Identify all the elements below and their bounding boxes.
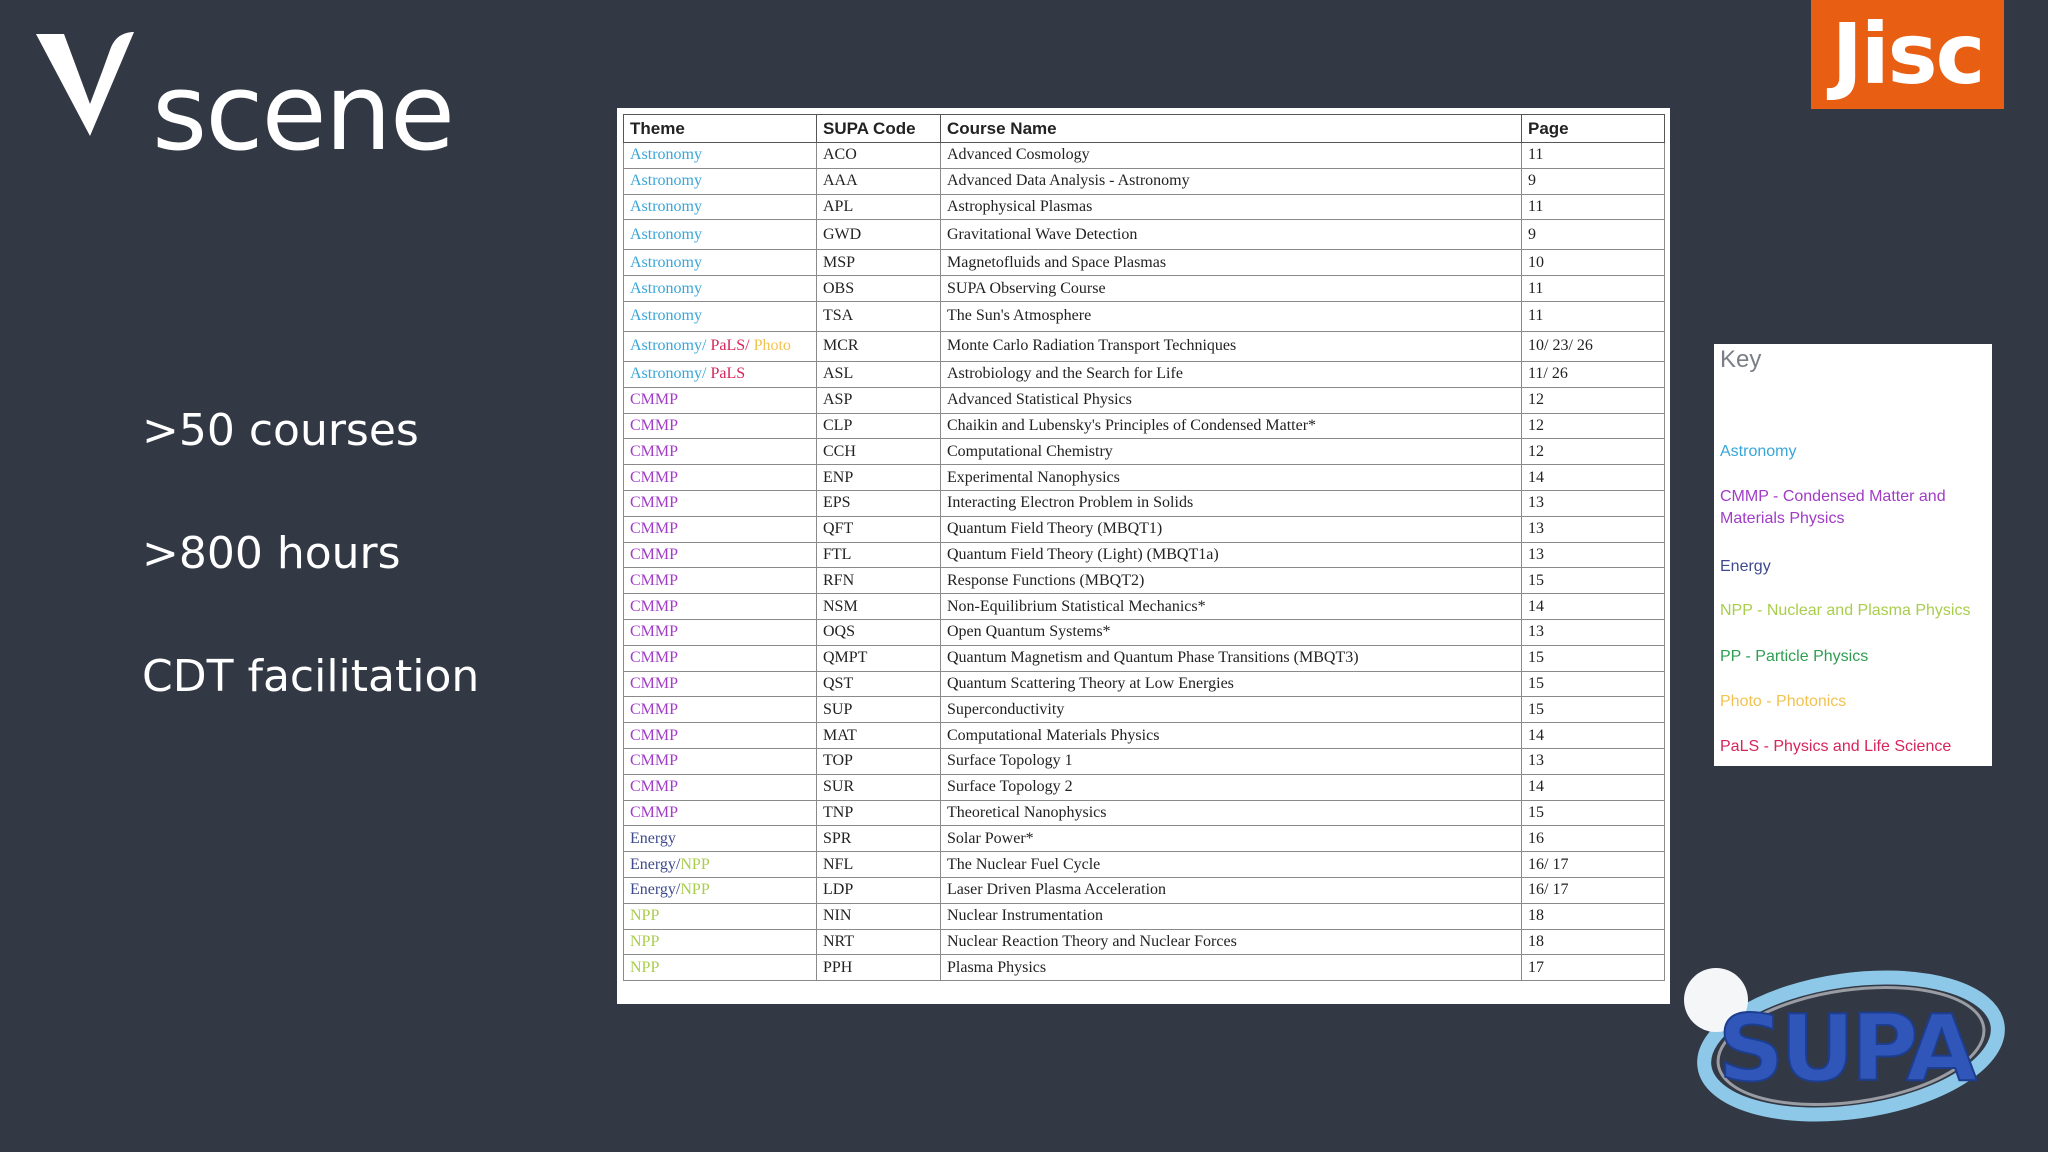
cell-supa-code: QFT bbox=[817, 516, 941, 542]
cell-theme bbox=[624, 619, 817, 645]
table-row bbox=[624, 723, 1665, 749]
cell-page: 13 bbox=[1522, 516, 1665, 542]
stat-courses: >50 courses bbox=[142, 405, 419, 456]
cell-supa-code: RFN bbox=[817, 568, 941, 594]
theme-tag-astronomy: Astronomy bbox=[630, 146, 702, 164]
table-row bbox=[624, 220, 1665, 250]
stat-hours: >800 hours bbox=[142, 528, 401, 579]
theme-tag-cmmp: CMMP bbox=[630, 520, 679, 538]
cell-supa-code: ASP bbox=[817, 387, 941, 413]
cell-page: 14 bbox=[1522, 594, 1665, 620]
cell-supa-code: SUP bbox=[817, 697, 941, 723]
cell-page: 11 bbox=[1522, 194, 1665, 220]
cell-course-name: Monte Carlo Radiation Transport Techniques bbox=[941, 331, 1522, 361]
cell-theme bbox=[624, 194, 817, 220]
cell-theme bbox=[624, 250, 817, 276]
cell-page: 11 bbox=[1522, 276, 1665, 302]
theme-tag-cmmp: CMMP bbox=[630, 803, 679, 821]
cell-page: 9 bbox=[1522, 168, 1665, 194]
cell-theme bbox=[624, 387, 817, 413]
cell-course-name: Open Quantum Systems* bbox=[941, 619, 1522, 645]
header-supa-code: SUPA Code bbox=[817, 115, 941, 143]
theme-tag-cmmp: CMMP bbox=[630, 571, 679, 589]
theme-tag-energy: Energy bbox=[630, 855, 676, 873]
vscene-wordmark: scene bbox=[152, 51, 454, 174]
cell-course-name: Laser Driven Plasma Acceleration bbox=[941, 877, 1522, 903]
cell-supa-code: NRT bbox=[817, 929, 941, 955]
theme-tag-pals: PaLS/ bbox=[710, 337, 754, 355]
header-course-name: Course Name bbox=[941, 115, 1522, 143]
cell-page: 16/ 17 bbox=[1522, 877, 1665, 903]
cell-supa-code: GWD bbox=[817, 220, 941, 250]
cell-supa-code: NSM bbox=[817, 594, 941, 620]
cell-course-name: Computational Materials Physics bbox=[941, 723, 1522, 749]
theme-tag-cmmp: CMMP bbox=[630, 623, 679, 641]
cell-supa-code: AAA bbox=[817, 168, 941, 194]
cell-course-name: The Sun's Atmosphere bbox=[941, 301, 1522, 331]
cell-course-name: Chaikin and Lubensky's Principles of Condensed Matter* bbox=[941, 413, 1522, 439]
table-row bbox=[624, 877, 1665, 903]
theme-tag-astronomy: Astronomy bbox=[630, 172, 702, 190]
cell-page: 18 bbox=[1522, 903, 1665, 929]
cell-theme bbox=[624, 542, 817, 568]
cell-theme bbox=[624, 331, 817, 361]
cell-theme bbox=[624, 490, 817, 516]
cell-course-name: Non-Equilibrium Statistical Mechanics* bbox=[941, 594, 1522, 620]
cell-page: 9 bbox=[1522, 220, 1665, 250]
cell-course-name: Advanced Statistical Physics bbox=[941, 387, 1522, 413]
key-panel bbox=[1714, 344, 1992, 766]
cell-page: 11 bbox=[1522, 143, 1665, 169]
key-item-npp: NPP - Nuclear and Plasma Physics bbox=[1720, 602, 1971, 619]
cell-supa-code: QMPT bbox=[817, 645, 941, 671]
cell-page: 15 bbox=[1522, 671, 1665, 697]
table-row bbox=[624, 774, 1665, 800]
theme-tag-npp: NPP bbox=[680, 881, 710, 899]
cell-page: 14 bbox=[1522, 465, 1665, 491]
cell-course-name: Surface Topology 2 bbox=[941, 774, 1522, 800]
cell-theme bbox=[624, 168, 817, 194]
cell-course-name: Advanced Cosmology bbox=[941, 143, 1522, 169]
cell-course-name: Solar Power* bbox=[941, 826, 1522, 852]
cell-page: 15 bbox=[1522, 568, 1665, 594]
theme-tag-astronomy: Astronomy bbox=[630, 197, 702, 215]
cell-theme bbox=[624, 877, 817, 903]
cell-course-name: Interacting Electron Problem in Solids bbox=[941, 490, 1522, 516]
cell-theme bbox=[624, 568, 817, 594]
supa-logo bbox=[1676, 958, 2006, 1128]
table-row bbox=[624, 955, 1665, 981]
theme-tag-astronomy: Astronomy bbox=[630, 253, 702, 271]
course-table-card bbox=[617, 108, 1670, 1004]
cell-supa-code: TOP bbox=[817, 748, 941, 774]
table-header-row bbox=[624, 115, 1665, 143]
cell-page: 14 bbox=[1522, 774, 1665, 800]
table-row bbox=[624, 929, 1665, 955]
theme-tag-npp: NPP bbox=[630, 932, 660, 950]
cell-page: 13 bbox=[1522, 542, 1665, 568]
table-row bbox=[624, 697, 1665, 723]
theme-tag-npp: NPP bbox=[680, 855, 710, 873]
cell-page: 12 bbox=[1522, 439, 1665, 465]
theme-tag-cmmp: CMMP bbox=[630, 726, 679, 744]
table-row bbox=[624, 826, 1665, 852]
cell-supa-code: ASL bbox=[817, 361, 941, 387]
theme-tag-cmmp: CMMP bbox=[630, 416, 679, 434]
table-row bbox=[624, 143, 1665, 169]
cell-supa-code: APL bbox=[817, 194, 941, 220]
theme-tag-cmmp: CMMP bbox=[630, 649, 679, 667]
theme-tag-astronomy: Astronomy bbox=[630, 279, 702, 297]
cell-theme bbox=[624, 594, 817, 620]
cell-theme bbox=[624, 723, 817, 749]
cell-supa-code: SUR bbox=[817, 774, 941, 800]
theme-tag-cmmp: CMMP bbox=[630, 597, 679, 615]
key-item-energy: Energy bbox=[1720, 558, 1771, 575]
cell-page: 15 bbox=[1522, 645, 1665, 671]
theme-tag-astronomy: Astronomy/ bbox=[630, 337, 711, 355]
cell-course-name: Astrobiology and the Search for Life bbox=[941, 361, 1522, 387]
cell-theme bbox=[624, 671, 817, 697]
vscene-logo bbox=[36, 28, 454, 174]
theme-tag-npp: NPP bbox=[630, 907, 660, 925]
table-row bbox=[624, 250, 1665, 276]
table-row bbox=[624, 168, 1665, 194]
jisc-logo: Jisc bbox=[1811, 0, 2004, 109]
cell-page: 11/ 26 bbox=[1522, 361, 1665, 387]
theme-tag-cmmp: CMMP bbox=[630, 700, 679, 718]
cell-supa-code: ACO bbox=[817, 143, 941, 169]
table-row bbox=[624, 903, 1665, 929]
cell-theme bbox=[624, 413, 817, 439]
cell-page: 13 bbox=[1522, 748, 1665, 774]
theme-tag-pals: PaLS bbox=[710, 365, 746, 383]
theme-tag-sep: / bbox=[675, 855, 681, 873]
cell-page: 12 bbox=[1522, 413, 1665, 439]
cell-theme bbox=[624, 800, 817, 826]
cell-supa-code: CCH bbox=[817, 439, 941, 465]
cell-course-name: Theoretical Nanophysics bbox=[941, 800, 1522, 826]
cell-course-name: SUPA Observing Course bbox=[941, 276, 1522, 302]
cell-theme bbox=[624, 465, 817, 491]
table-row bbox=[624, 361, 1665, 387]
cell-theme bbox=[624, 645, 817, 671]
cell-page: 15 bbox=[1522, 800, 1665, 826]
theme-tag-cmmp: CMMP bbox=[630, 752, 679, 770]
cell-course-name: Nuclear Reaction Theory and Nuclear Forces bbox=[941, 929, 1522, 955]
table-row bbox=[624, 276, 1665, 302]
table-row bbox=[624, 516, 1665, 542]
cell-supa-code: MSP bbox=[817, 250, 941, 276]
key-item-cmmp: CMMP - Condensed Matter and Materials Physics bbox=[1720, 488, 1946, 527]
table-row bbox=[624, 439, 1665, 465]
cell-theme bbox=[624, 516, 817, 542]
cell-course-name: Quantum Field Theory (Light) (MBQT1a) bbox=[941, 542, 1522, 568]
cell-supa-code: PPH bbox=[817, 955, 941, 981]
theme-tag-photo: Photo bbox=[753, 337, 791, 355]
cell-theme bbox=[624, 774, 817, 800]
cell-supa-code: TNP bbox=[817, 800, 941, 826]
cell-course-name: Quantum Scattering Theory at Low Energies bbox=[941, 671, 1522, 697]
theme-tag-cmmp: CMMP bbox=[630, 468, 679, 486]
cell-supa-code: NFL bbox=[817, 852, 941, 878]
cell-supa-code: QST bbox=[817, 671, 941, 697]
cell-theme bbox=[624, 852, 817, 878]
cell-page: 16/ 17 bbox=[1522, 852, 1665, 878]
cell-course-name: The Nuclear Fuel Cycle bbox=[941, 852, 1522, 878]
cell-theme bbox=[624, 697, 817, 723]
cell-theme bbox=[624, 929, 817, 955]
theme-tag-sep: / bbox=[675, 881, 681, 899]
table-row bbox=[624, 542, 1665, 568]
cell-theme bbox=[624, 276, 817, 302]
header-theme: Theme bbox=[624, 115, 817, 143]
table-row bbox=[624, 301, 1665, 331]
theme-tag-astronomy: Astronomy/ bbox=[630, 365, 711, 383]
cell-course-name: Plasma Physics bbox=[941, 955, 1522, 981]
cell-supa-code: OBS bbox=[817, 276, 941, 302]
cell-theme bbox=[624, 143, 817, 169]
theme-tag-cmmp: CMMP bbox=[630, 494, 679, 512]
cell-page: 11 bbox=[1522, 301, 1665, 331]
theme-tag-cmmp: CMMP bbox=[630, 674, 679, 692]
key-item-photo: Photo - Photonics bbox=[1720, 693, 1847, 710]
cell-supa-code: CLP bbox=[817, 413, 941, 439]
cell-supa-code: SPR bbox=[817, 826, 941, 852]
table-row bbox=[624, 852, 1665, 878]
cell-theme bbox=[624, 955, 817, 981]
cell-page: 10 bbox=[1522, 250, 1665, 276]
cell-course-name: Quantum Field Theory (MBQT1) bbox=[941, 516, 1522, 542]
theme-tag-cmmp: CMMP bbox=[630, 778, 679, 796]
table-row bbox=[624, 594, 1665, 620]
cell-page: 13 bbox=[1522, 619, 1665, 645]
table-row bbox=[624, 619, 1665, 645]
header-page: Page bbox=[1522, 115, 1665, 143]
table-row bbox=[624, 465, 1665, 491]
cell-course-name: Superconductivity bbox=[941, 697, 1522, 723]
cell-page: 14 bbox=[1522, 723, 1665, 749]
theme-tag-energy: Energy bbox=[630, 829, 676, 847]
supa-wordmark: SUPA bbox=[1718, 995, 1974, 1102]
key-item-pp: PP - Particle Physics bbox=[1720, 648, 1869, 665]
vscene-v-mark bbox=[36, 28, 146, 148]
cell-course-name: Gravitational Wave Detection bbox=[941, 220, 1522, 250]
table-row bbox=[624, 800, 1665, 826]
cell-supa-code: EPS bbox=[817, 490, 941, 516]
cell-theme bbox=[624, 301, 817, 331]
cell-supa-code: ENP bbox=[817, 465, 941, 491]
cell-supa-code: TSA bbox=[817, 301, 941, 331]
table-row bbox=[624, 331, 1665, 361]
cell-theme bbox=[624, 220, 817, 250]
cell-page: 12 bbox=[1522, 387, 1665, 413]
cell-page: 16 bbox=[1522, 826, 1665, 852]
theme-tag-cmmp: CMMP bbox=[630, 391, 679, 409]
cell-supa-code: MCR bbox=[817, 331, 941, 361]
cell-course-name: Quantum Magnetism and Quantum Phase Transitions (MBQT3) bbox=[941, 645, 1522, 671]
cell-course-name: Response Functions (MBQT2) bbox=[941, 568, 1522, 594]
cell-supa-code: OQS bbox=[817, 619, 941, 645]
cell-theme bbox=[624, 826, 817, 852]
theme-tag-npp: NPP bbox=[630, 958, 660, 976]
cell-course-name: Nuclear Instrumentation bbox=[941, 903, 1522, 929]
cell-course-name: Experimental Nanophysics bbox=[941, 465, 1522, 491]
key-item-astronomy: Astronomy bbox=[1720, 443, 1797, 460]
cell-theme bbox=[624, 748, 817, 774]
table-row bbox=[624, 645, 1665, 671]
theme-tag-energy: Energy bbox=[630, 881, 676, 899]
table-row bbox=[624, 387, 1665, 413]
cell-page: 15 bbox=[1522, 697, 1665, 723]
cell-course-name: Astrophysical Plasmas bbox=[941, 194, 1522, 220]
table-row bbox=[624, 490, 1665, 516]
stat-cdt: CDT facilitation bbox=[142, 651, 480, 702]
cell-supa-code: NIN bbox=[817, 903, 941, 929]
cell-course-name: Computational Chemistry bbox=[941, 439, 1522, 465]
table-row bbox=[624, 671, 1665, 697]
table-row bbox=[624, 748, 1665, 774]
key-item-pals: PaLS - Physics and Life Science bbox=[1720, 738, 1952, 755]
theme-tag-cmmp: CMMP bbox=[630, 545, 679, 563]
cell-page: 17 bbox=[1522, 955, 1665, 981]
theme-tag-astronomy: Astronomy bbox=[630, 307, 702, 325]
table-row bbox=[624, 194, 1665, 220]
cell-supa-code: LDP bbox=[817, 877, 941, 903]
cell-course-name: Magnetofluids and Space Plasmas bbox=[941, 250, 1522, 276]
table-row bbox=[624, 568, 1665, 594]
cell-theme bbox=[624, 439, 817, 465]
cell-supa-code: MAT bbox=[817, 723, 941, 749]
cell-course-name: Surface Topology 1 bbox=[941, 748, 1522, 774]
cell-course-name: Advanced Data Analysis - Astronomy bbox=[941, 168, 1522, 194]
cell-page: 13 bbox=[1522, 490, 1665, 516]
cell-theme bbox=[624, 361, 817, 387]
table-row bbox=[624, 413, 1665, 439]
cell-supa-code: FTL bbox=[817, 542, 941, 568]
cell-page: 18 bbox=[1522, 929, 1665, 955]
theme-tag-cmmp: CMMP bbox=[630, 442, 679, 460]
table-body bbox=[624, 143, 1665, 981]
key-title: Key bbox=[1720, 346, 1762, 373]
cell-page: 10/ 23/ 26 bbox=[1522, 331, 1665, 361]
theme-tag-astronomy: Astronomy bbox=[630, 225, 702, 243]
cell-theme bbox=[624, 903, 817, 929]
course-table bbox=[623, 114, 1665, 981]
